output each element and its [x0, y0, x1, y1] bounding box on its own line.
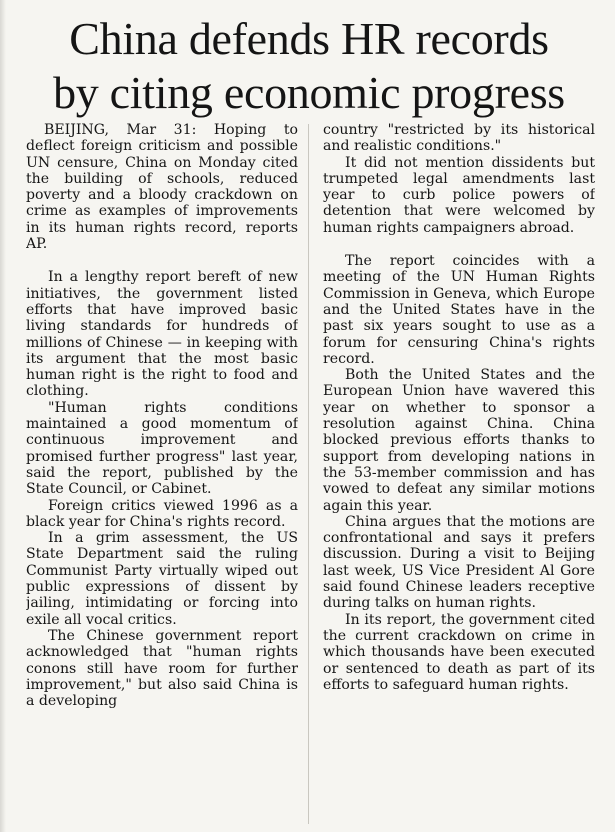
- headline-line-1: China defends HR records: [69, 13, 549, 64]
- article-column-right: [323, 122, 595, 830]
- page-edge-shadow: [0, 0, 6, 832]
- paragraph: Both the United States and the European Union have wavered this year on whether to sponsor a resolution against China. China blocked previous efforts thanks to support from developing nations in the 53-member commission and has vowed to defeat any similar motions again this year.: [323, 367, 595, 514]
- paragraph: It did not mention dissidents but trumpeted legal amendments last year to curb police powers of detention that were welcomed by human rights campaigners abroad.: [323, 154, 595, 236]
- paragraph: In its report, the government cited the current crackdown on crime in which thousands have been executed or sentenced to death as part of its efforts to safeguard human rights.: [323, 611, 595, 693]
- paragraph-dateline: BEIJING, Mar 31: Hoping to deflect foreign criticism and possible UN censure, China on Monday cited the building of schools, reduced poverty and a bloody crackdown on crime as examples of improvements in its human rights record, reports AP.: [26, 122, 298, 253]
- paragraph: China argues that the motions are confrontational and says it prefers discussion. During a visit to Beijing last week, US Vice President Al Gore said found Chinese leaders receptive during talks on human rights.: [323, 513, 595, 612]
- paragraph: The report coincides with a meeting of the UN Human Rights Commission in Geneva, which Europe and the United States have in the past six years sought to use as a forum for censuring China's rights record.: [323, 253, 595, 367]
- column-divider: [308, 124, 309, 824]
- headline-line-2: by citing economic progress: [53, 67, 565, 118]
- paragraph-continued: country "restricted by its historical and realistic conditions.": [323, 122, 595, 155]
- paragraph: "Human rights conditions maintained a good momentum of continuous improvement and promised further progress" last year, said the report, published by the State Council, or Cabinet.: [26, 399, 298, 498]
- paragraph: Foreign critics viewed 1996 as a black year for China's rights record.: [26, 497, 298, 530]
- paragraph: The Chinese government report acknowledged that "human rights conons still have room for further improvement," but also said China is a developing: [26, 627, 298, 710]
- article-column-left: [26, 122, 298, 830]
- paragraph: In a grim assessment, the US State Department said the ruling Communist Party virtually wiped out public expressions of dissent by jailing, intimidating or forcing into exile all vocal critics.: [26, 530, 298, 628]
- paragraph: In a lengthy report bereft of new initiatives, the government listed efforts that have improved basic living standards for hundreds of millions of Chinese — in keeping with its argument that the most basic human right is the right to food and clothing.: [26, 269, 298, 400]
